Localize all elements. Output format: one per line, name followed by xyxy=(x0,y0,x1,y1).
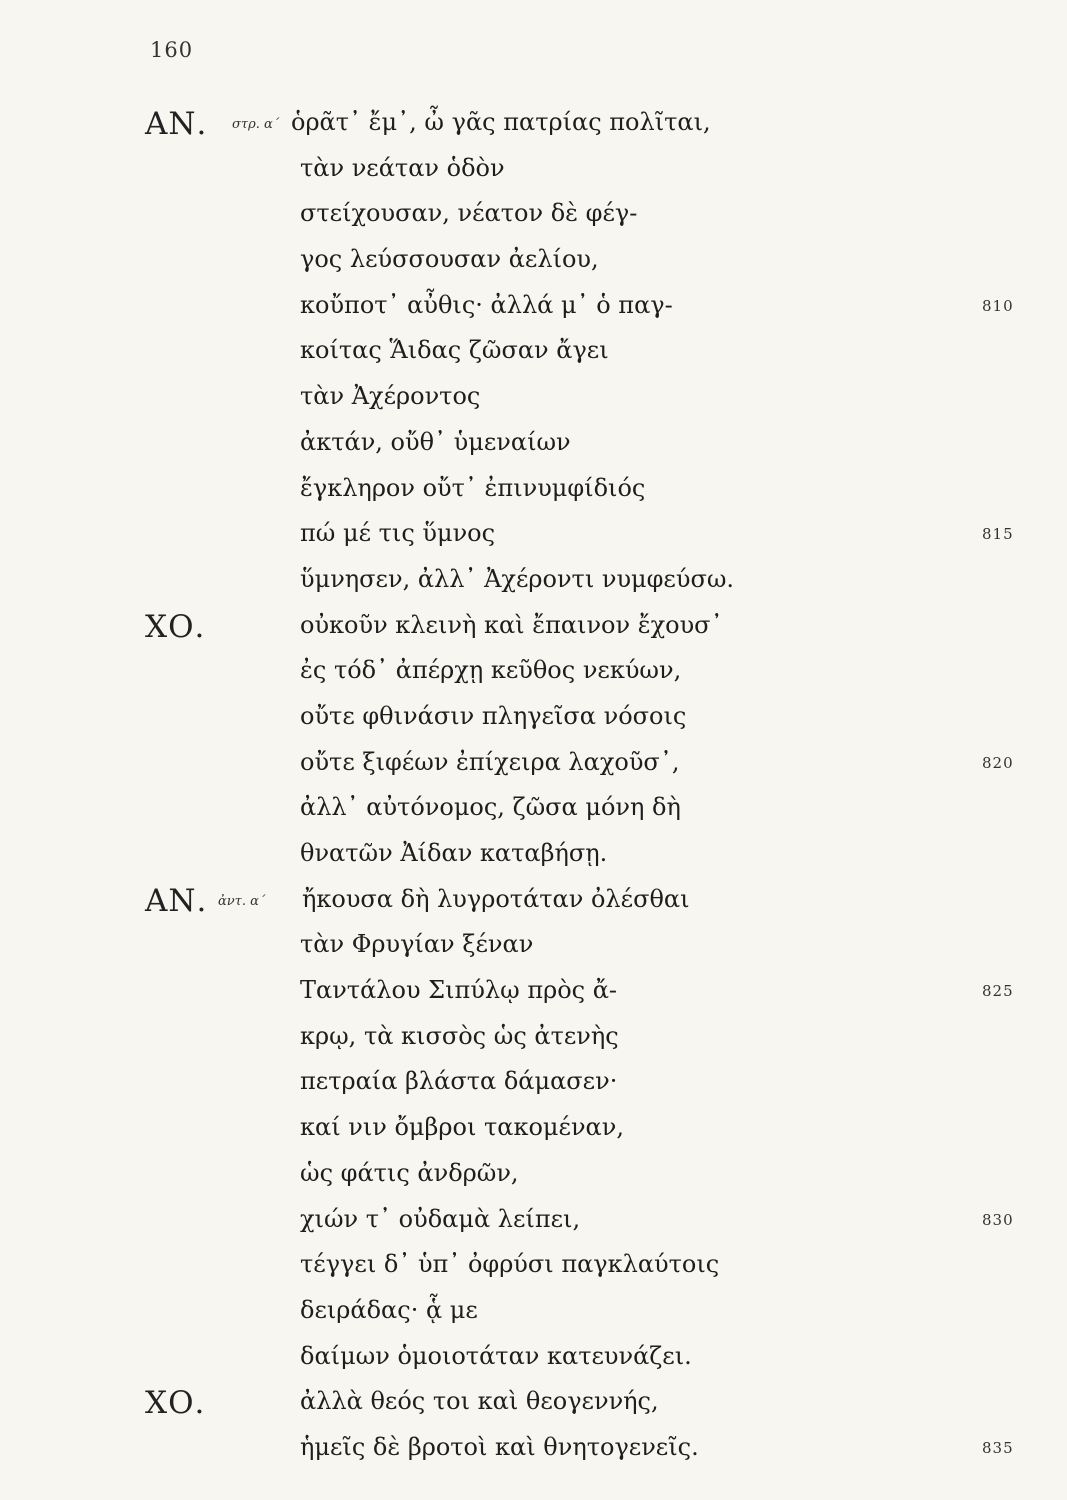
verse-line xyxy=(0,968,1067,1014)
verse-text: πώ μέ τις ὕμνος xyxy=(300,519,496,548)
verse-line xyxy=(0,603,1067,649)
verse-line xyxy=(0,420,1067,466)
line-number: 810 xyxy=(982,296,1014,315)
verse-line xyxy=(0,557,1067,603)
verse-text: δειράδας· ᾇ με xyxy=(300,1295,478,1324)
verse-line xyxy=(0,146,1067,192)
verse-text: χιών τ᾽ οὐδαμὰ λείπει, xyxy=(300,1204,581,1233)
verse-text: Ταντάλου Σιπύλῳ πρὸς ἄ- xyxy=(300,976,618,1005)
verse-line xyxy=(0,466,1067,512)
section-marker: ἀντ. α΄ xyxy=(218,893,266,909)
verse-line xyxy=(0,1197,1067,1243)
verse-block xyxy=(0,100,1067,1471)
verse-text: ὕμνησεν, ἀλλ᾽ Ἀχέροντι νυμφεύσω. xyxy=(300,564,735,593)
verse-line xyxy=(0,283,1067,329)
verse-line xyxy=(0,191,1067,237)
verse-text: ὁρᾶτ᾽ ἔμ᾽, ὦ γᾶς πατρίας πολῖται, xyxy=(291,108,711,136)
verse-text: θνατῶν Ἀίδαν καταβήσῃ. xyxy=(300,839,608,867)
verse-line xyxy=(0,1151,1067,1197)
verse-text: κοίτας Ἅιδας ζῶσαν ἄγει xyxy=(300,336,609,365)
line-number: 830 xyxy=(982,1210,1014,1229)
verse-text: τέγγει δ᾽ ὑπ᾽ ὀφρύσι παγκλαύτοις xyxy=(300,1250,720,1279)
verse-text: ὡς φάτις ἀνδρῶν, xyxy=(300,1158,519,1187)
verse-text: τὰν νεάταν ὁδὸν xyxy=(300,153,505,182)
page-number: 160 xyxy=(150,38,194,62)
verse-text: ἤκουσα δὴ λυγροτάταν ὀλέσθαι xyxy=(302,884,690,913)
verse-line xyxy=(0,648,1067,694)
verse-text: οὐκοῦν κλεινὴ καὶ ἔπαινον ἔχουσ᾽ xyxy=(300,610,723,639)
verse-text: κρῳ, τὰ κισσὸς ὡς ἀτενὴς xyxy=(300,1021,619,1050)
speaker-label: ΧΟ. xyxy=(145,608,206,645)
verse-text: οὔτε φθινάσιν πληγεῖσα νόσοις xyxy=(300,701,687,730)
verse-line xyxy=(0,922,1067,968)
verse-line xyxy=(0,1014,1067,1060)
line-number: 825 xyxy=(982,982,1014,1001)
verse-line xyxy=(0,1334,1067,1380)
verse-text: ἀλλ᾽ αὐτόνομος, ζῶσα μόνη δὴ xyxy=(300,793,681,822)
line-number: 815 xyxy=(982,525,1014,544)
line-number: 835 xyxy=(982,1438,1014,1457)
verse-line xyxy=(0,1242,1067,1288)
verse-line xyxy=(0,328,1067,374)
verse-line xyxy=(0,1425,1067,1471)
verse-line xyxy=(0,1379,1067,1425)
verse-line xyxy=(0,511,1067,557)
verse-text: ἀκτάν, οὔθ᾽ ὑμεναίων xyxy=(300,427,571,456)
verse-text: κοὔποτ᾽ αὖθις· ἀλλά μ᾽ ὁ παγ- xyxy=(300,290,673,319)
verse-text: ἡμεῖς δὲ βροτοὶ καὶ θνητογενεῖς. xyxy=(300,1432,699,1461)
verse-text: στείχουσαν, νέατον δὲ φέγ- xyxy=(300,199,638,228)
line-number: 820 xyxy=(982,753,1014,772)
verse-line xyxy=(0,877,1067,923)
verse-line xyxy=(0,740,1067,786)
verse-line xyxy=(0,1105,1067,1151)
verse-line xyxy=(0,831,1067,877)
verse-text: τὰν Ἀχέροντος xyxy=(300,382,481,411)
speaker-label: ΑΝ. xyxy=(145,106,208,142)
verse-text: ἔγκληρον οὔτ᾽ ἐπινυμφίδιός xyxy=(300,473,646,502)
verse-text: ἀλλὰ θεός τοι καὶ θεογεννής, xyxy=(300,1387,659,1416)
verse-text: ἐς τόδ᾽ ἀπέρχῃ κεῦθος νεκύων, xyxy=(300,656,682,685)
verse-text: οὔτε ξιφέων ἐπίχειρα λαχοῦσ᾽, xyxy=(300,747,680,776)
speaker-label: ΑΝ. xyxy=(145,882,208,919)
verse-text: τὰν Φρυγίαν ξέναν xyxy=(300,930,534,959)
verse-text: δαίμων ὁμοιοτάταν κατευνάζει. xyxy=(300,1341,692,1370)
verse-text: πετραία βλάστα δάμασεν· xyxy=(300,1067,618,1096)
verse-line xyxy=(0,237,1067,283)
verse-line xyxy=(0,785,1067,831)
verse-line xyxy=(0,1059,1067,1105)
verse-text: γος λεύσσουσαν ἀελίου, xyxy=(300,245,599,274)
verse-line xyxy=(0,374,1067,420)
verse-text: καί νιν ὄμβροι τακομέναν, xyxy=(300,1113,624,1142)
speaker-label: ΧΟ. xyxy=(145,1385,206,1422)
verse-line xyxy=(0,100,1067,146)
section-marker: στρ. α΄ xyxy=(232,117,280,132)
verse-line xyxy=(0,694,1067,740)
verse-line xyxy=(0,1288,1067,1334)
